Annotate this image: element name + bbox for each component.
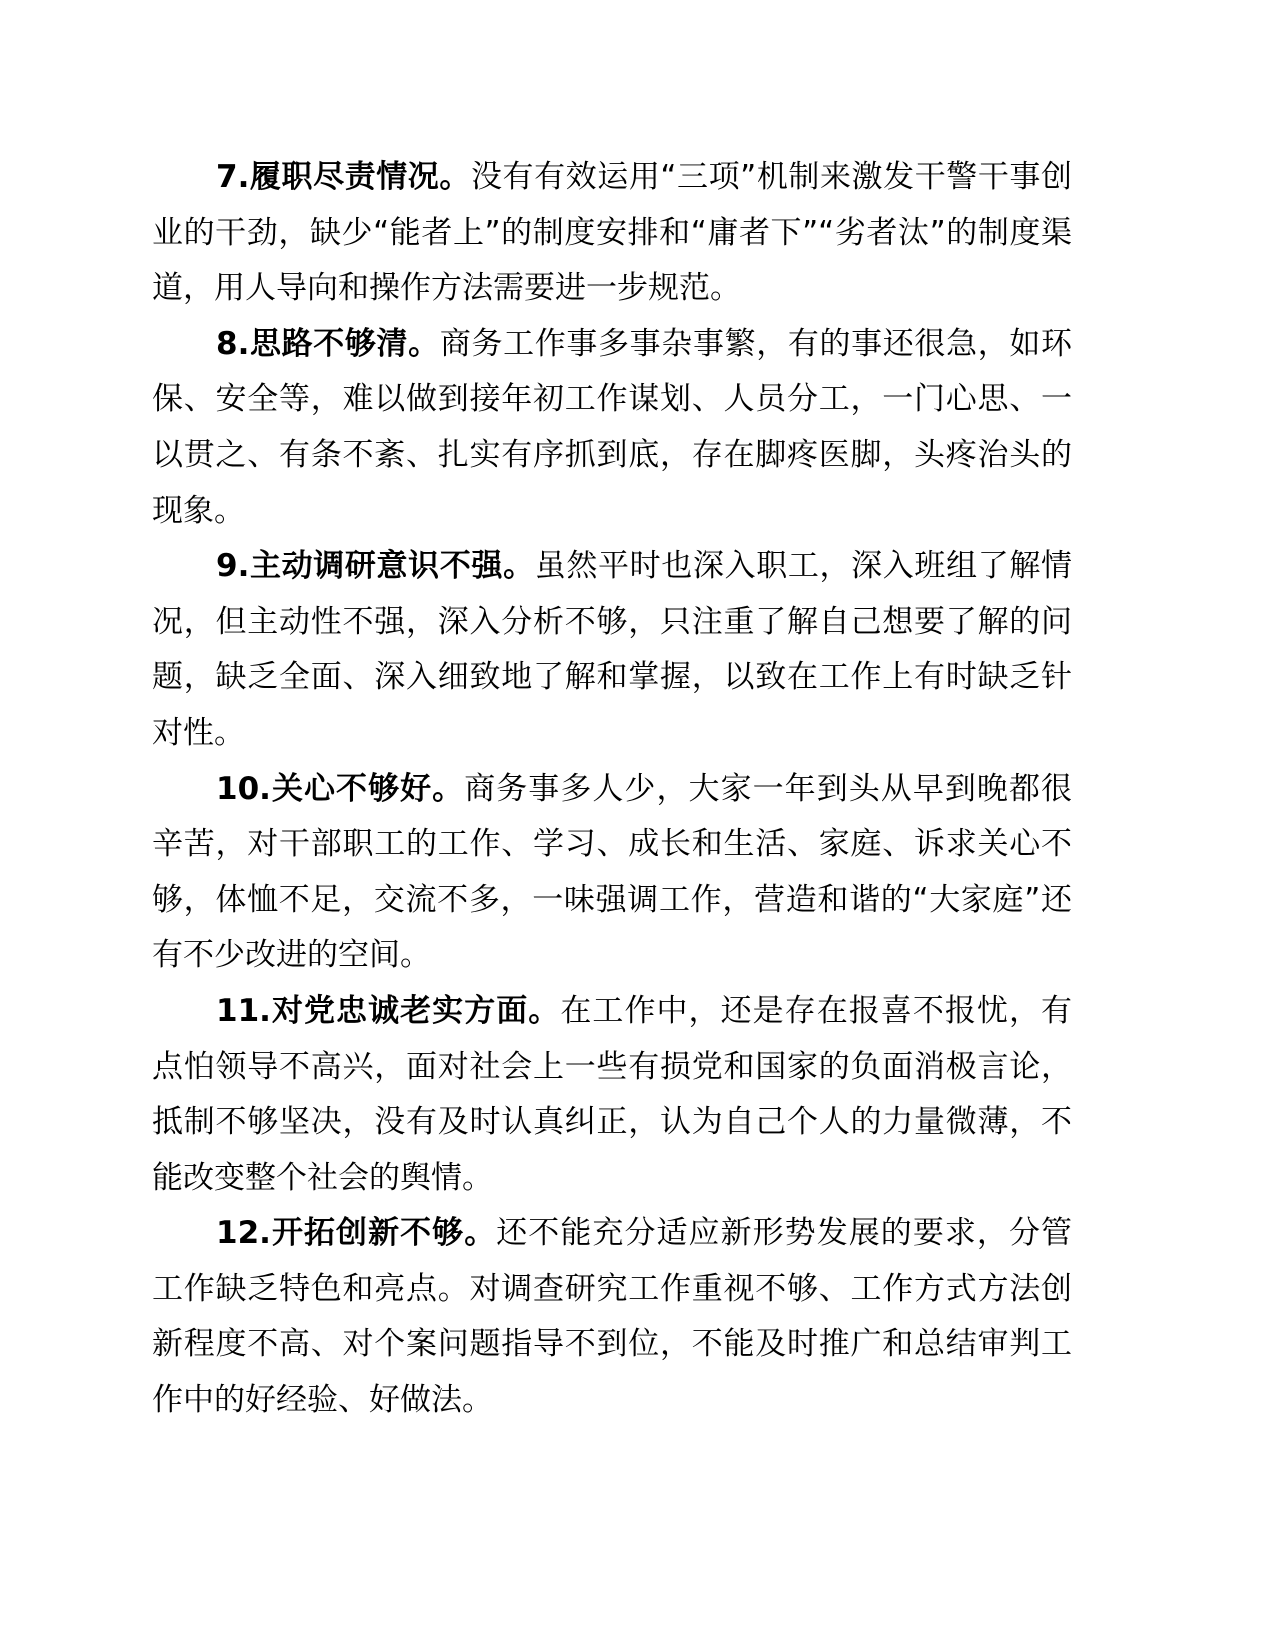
paragraph-heading: 10.关心不够好。 [216,770,465,807]
paragraph-heading: 12.开拓创新不够。 [216,1215,497,1252]
paragraph-heading: 9.主动调研意识不强。 [216,548,535,585]
paragraph-7 [152,150,1072,317]
paragraph-12 [152,1206,1072,1428]
paragraph-body: 商务工作事多事杂事繁，有的事还很急，如环保、安全等，难以做到接年初工作谋划、人员分工，一门心思、一以贯之、有条不紊、扎实有序抓到底，存在脚疼医脚，头疼治头的现象。 [152,325,1072,529]
paragraph-heading: 11.对党忠诚老实方面。 [216,992,561,1029]
document-page [152,150,1072,1429]
paragraph-body: 没有有效运用“三项”机制来激发干警干事创业的干劲，缺少“能者上”的制度安排和“庸者下”“劣者汰”的制度渠道，用人导向和操作方法需要进一步规范。 [152,159,1072,307]
paragraph-11 [152,984,1072,1206]
paragraph-body: 商务事多人少，大家一年到头从早到晚都很辛苦，对干部职工的工作、学习、成长和生活、家庭、诉求关心不够，体恤不足，交流不多，一味强调工作，营造和谐的“大家庭”还有不少改进的空间。 [152,770,1072,974]
paragraph-body: 虽然平时也深入职工，深入班组了解情况，但主动性不强，深入分析不够，只注重了解自己想要了解的问题，缺乏全面、深入细致地了解和掌握，以致在工作上有时缺乏针对性。 [152,548,1072,751]
paragraph-8 [152,317,1072,539]
paragraph-body: 还不能充分适应新形势发展的要求，分管工作缺乏特色和亮点。对调查研究工作重视不够、工作方式方法创新程度不高、对个案问题指导不到位，不能及时推广和总结审判工作中的好经验、好做法。 [152,1215,1072,1419]
paragraph-heading: 7.履职尽责情况。 [216,159,471,195]
paragraph-heading: 8.思路不够清。 [216,325,440,362]
paragraph-9 [152,539,1072,761]
paragraph-body: 在工作中，还是存在报喜不报忧，有点怕领导不高兴，面对社会上一些有损党和国家的负面消极言论，抵制不够坚决，没有及时认真纠正，认为自己个人的力量微薄，不能改变整个社会的舆情。 [152,992,1073,1196]
paragraph-10 [152,762,1072,984]
